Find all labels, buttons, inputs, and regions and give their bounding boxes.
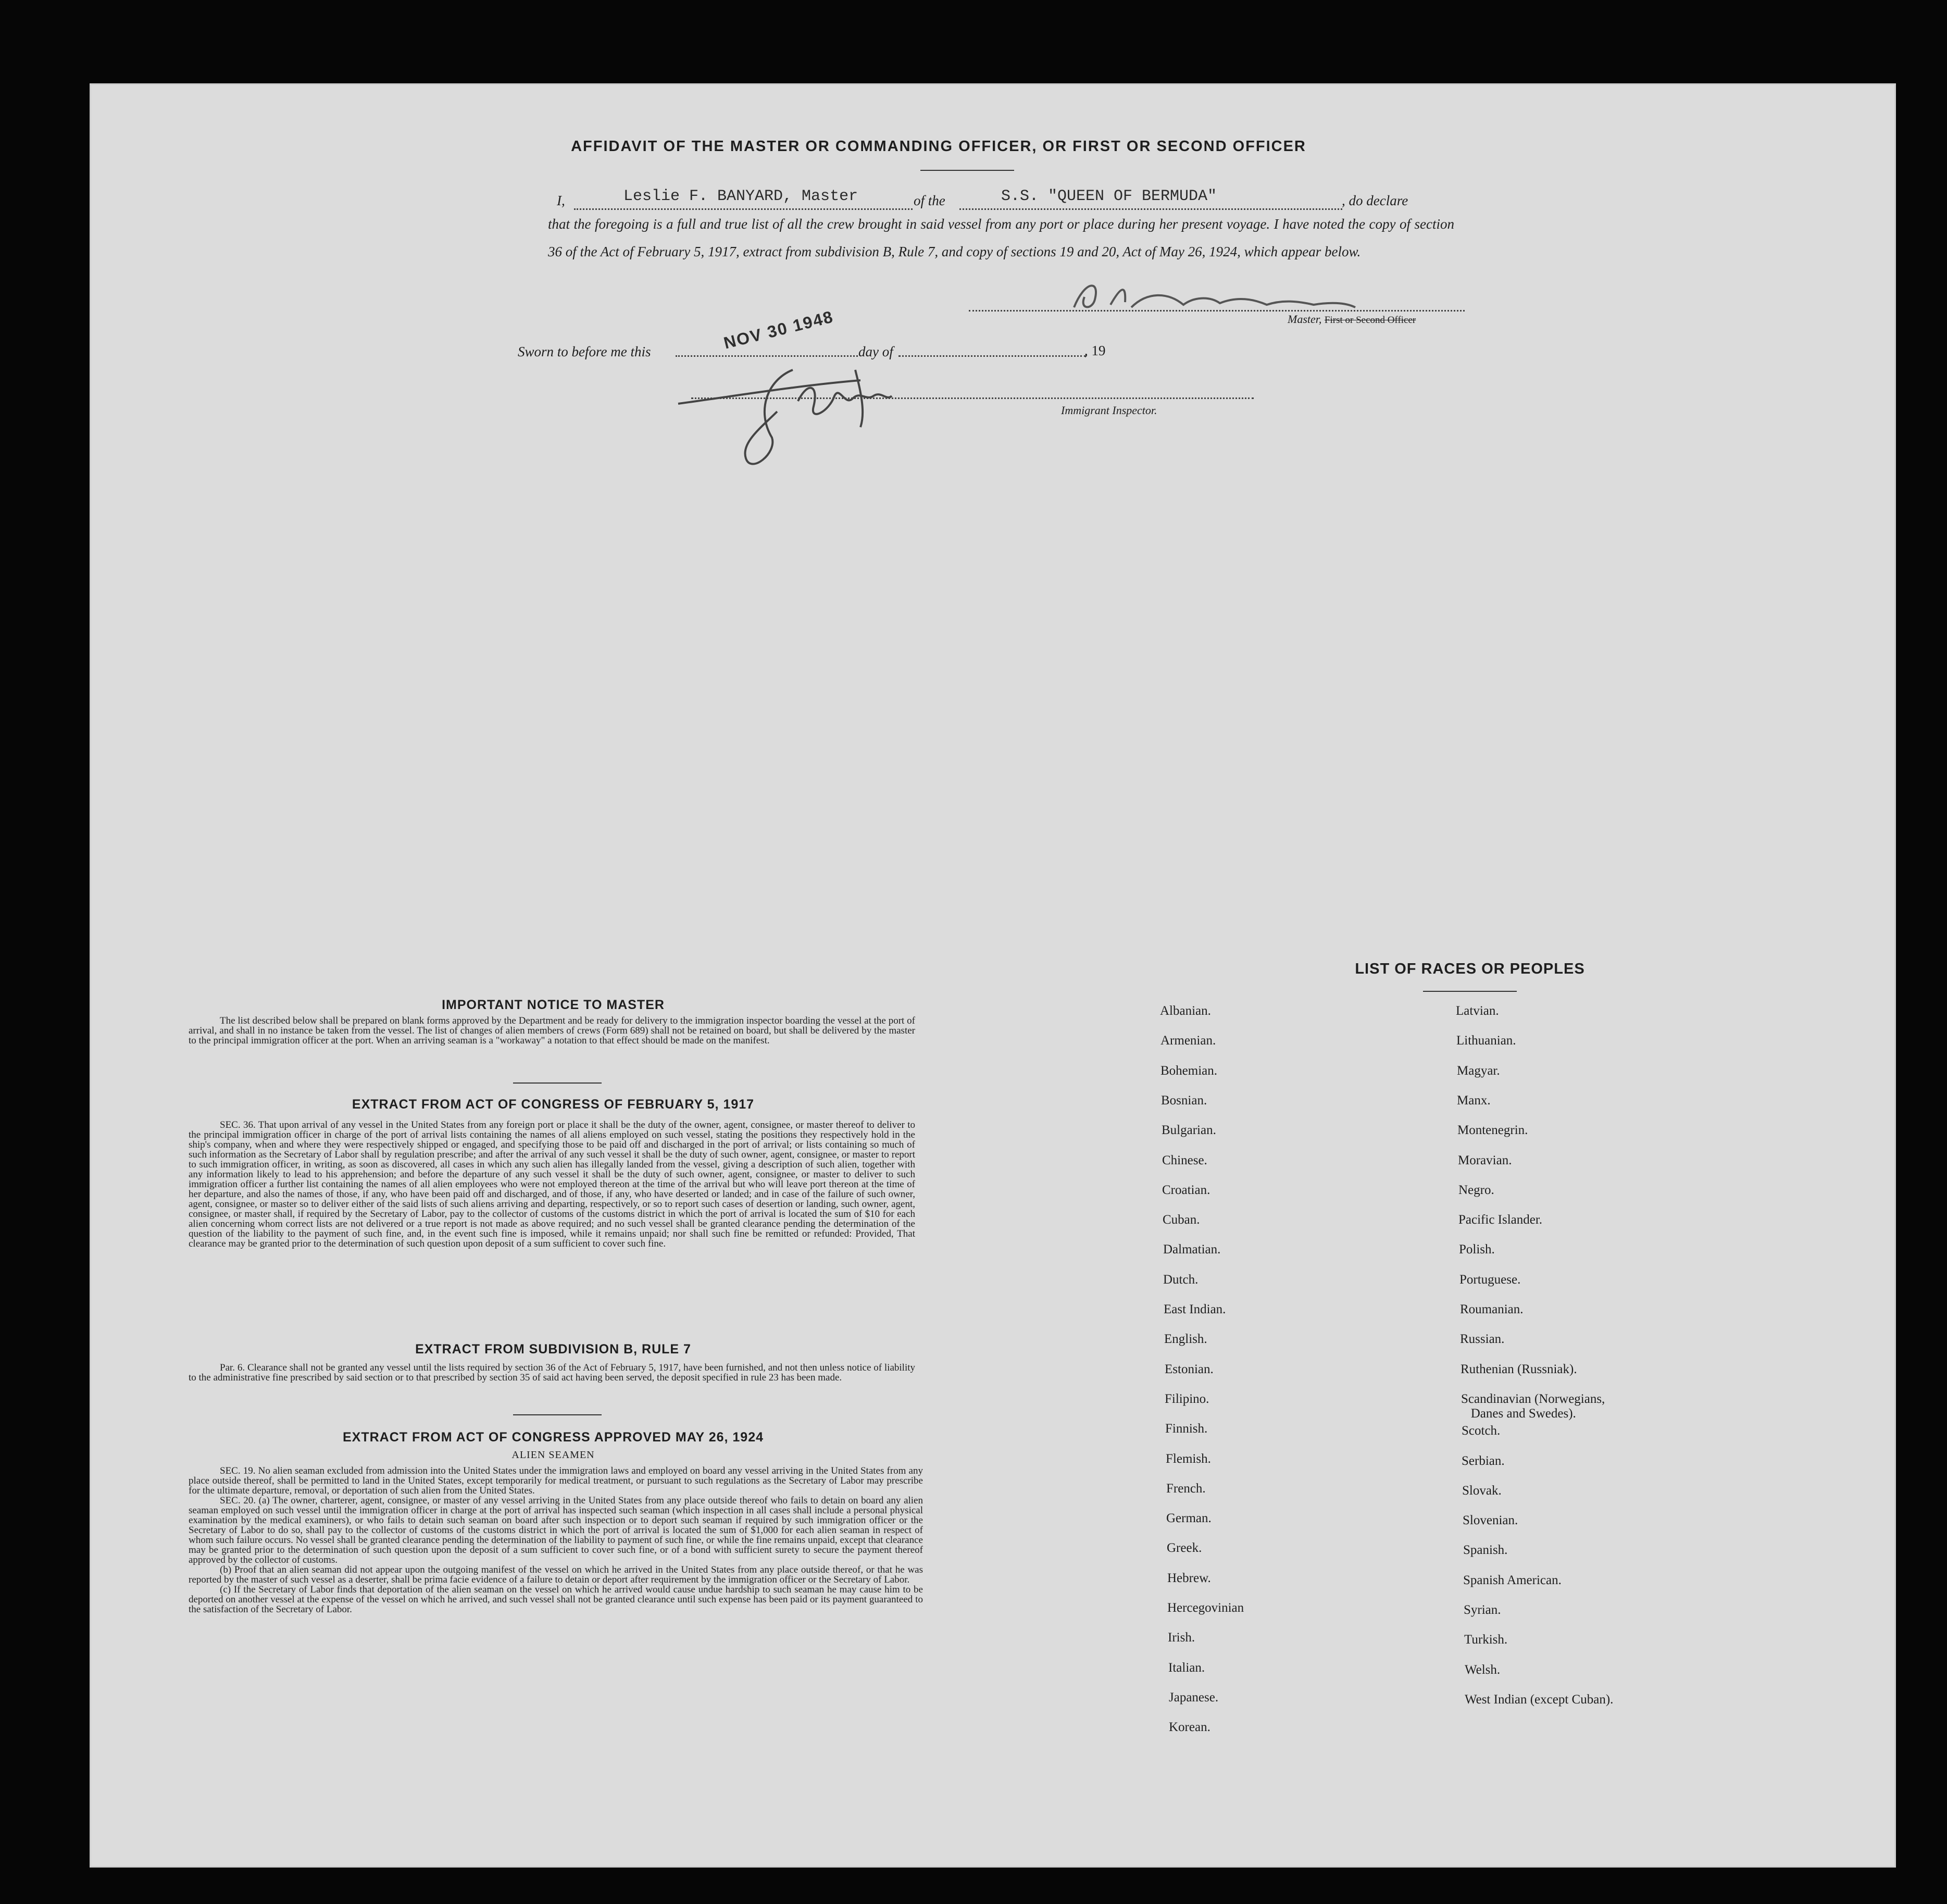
races-heading: LIST OF RACES OR PEOPLES	[1355, 961, 1585, 977]
race-item-left: Armenian.	[1160, 1034, 1216, 1048]
sworn-label: Sworn to before me this	[518, 344, 651, 359]
affidavit-heading: AFFIDAVIT OF THE MASTER OR COMMANDING OFFICER, OR FIRST OR SECOND OFFICER	[571, 138, 1306, 155]
race-item-left: Korean.	[1169, 1720, 1210, 1734]
master-name: Leslie F. BANYARD, Master	[623, 188, 858, 205]
race-item-right: Turkish.	[1464, 1633, 1508, 1647]
sec20c-text: (c) If the Secretary of Labor finds that deportation of the alien seaman on the vessel on which he arrived would cause undue hardship to such seaman he may cause him to be deported on another vessel at the expense of the vessel on which he arrived, and such vessel shall not be granted clearance until such expense has been paid or its payment guaranteed to the satisfaction of the Secretary of Labor.	[189, 1584, 923, 1615]
sec19-text: SEC. 19. No alien seaman excluded from admission into the United States under the immigration laws and employed on board any vessel arriving in the United States from any place outside thereof, shall be permitted to land in the United States, except temporarily for medical treatment, or pursuant to such regulations as the Secretary of Labor may prescribe for the ultimate departure, removal, or deportation of such alien from the United States.	[189, 1465, 923, 1496]
race-item-left: English.	[1164, 1332, 1207, 1346]
race-item-left: Dalmatian.	[1163, 1242, 1221, 1256]
race-item-left: East Indian.	[1164, 1302, 1226, 1316]
race-item-left: Bulgarian.	[1162, 1123, 1216, 1137]
race-item-right: Serbian.	[1462, 1454, 1505, 1468]
extract-rule7-heading: EXTRACT FROM SUBDIVISION B, RULE 7	[415, 1342, 691, 1357]
year-label: , 19	[1084, 343, 1106, 358]
race-item-left: Albanian.	[1160, 1004, 1211, 1018]
race-item-right: Moravian.	[1458, 1153, 1512, 1167]
race-item-left: Irish.	[1168, 1631, 1195, 1645]
race-item-right: Russian.	[1460, 1332, 1505, 1346]
sec20b-text: (b) Proof that an alien seaman did not appear upon the outgoing manifest of the vessel on which he arrived in the United States from any place outside thereof, or that he was reported by the master of such vessel as a deserter, shall be prima facie evidence of a failure to detain or deport after requirement by the immigration officer or the Secretary of Labor.	[189, 1564, 923, 1585]
heading-rule	[920, 170, 1014, 171]
race-item-right: Pacific Islander.	[1458, 1213, 1543, 1227]
race-item-right: Slovak.	[1462, 1484, 1502, 1498]
race-item-right: West Indian (except Cuban).	[1465, 1693, 1614, 1707]
race-item-right: Negro.	[1458, 1183, 1494, 1197]
declare-label: , do declare	[1342, 193, 1408, 208]
of-the-label: of the	[914, 193, 945, 208]
inspector-signature-line	[691, 397, 1254, 399]
race-item-right: Syrian.	[1464, 1603, 1501, 1617]
extract-rule7-text: Par. 6. Clearance shall not be granted any vessel until the lists required by section 36 of the Act of February 5, 1917, have been furnished, and not then unless notice of liability to the administrative fine prescribed by said section or to that prescribed by section 35 of said act having been served, the deposit specified in rule 23 has been made.	[189, 1362, 915, 1383]
extract-1924-subheading: ALIEN SEAMEN	[511, 1449, 595, 1461]
extract-1924-heading: EXTRACT FROM ACT OF CONGRESS APPROVED MAY 26, 1924	[342, 1430, 764, 1445]
master-title	[1288, 313, 1416, 326]
race-item-left: Hebrew.	[1167, 1571, 1211, 1585]
inspector-label: Immigrant Inspector.	[1061, 404, 1157, 417]
sec20a-text: SEC. 20. (a) The owner, charterer, agent, consignee, or master of any vessel arriving in the United States from any place outside thereof who fails to detain on board any alien seaman employed on such vessel until the immigration officer in charge at the port of arrival has inspected such seaman (which inspection in all cases shall include a personal physical examination by the medical examiners), or who fails to detain such seaman on board after such inspection or to deport such seaman if required by such immigration officer or the Secretary of Labor to do so, shall pay to the collector of customs of the customs district in which the port of arrival is located the sum of $1,000 for each alien seaman in respect of whom such failure occurs. No vessel shall be granted clearance pending the determination of the liability to payment of such fine, or while the fine remains unpaid, except that clearance may be granted prior to the determination of such question upon the deposit of a sum sufficient to cover such fine, or of a bond with sufficient surety to secure the payment thereof approved by the collector of customs.	[189, 1495, 923, 1565]
race-item-right: Roumanian.	[1460, 1302, 1524, 1316]
pronoun: I,	[557, 193, 565, 208]
race-item-right: Spanish.	[1463, 1543, 1508, 1557]
race-item-left: Bohemian.	[1160, 1064, 1218, 1078]
race-item-right: Spanish American.	[1463, 1573, 1562, 1587]
race-item-right: Portuguese.	[1459, 1273, 1521, 1287]
race-item-right: Manx.	[1457, 1093, 1491, 1107]
master-label: Master,	[1288, 313, 1322, 326]
race-item-right: Slovenian.	[1463, 1513, 1518, 1527]
notice-heading: IMPORTANT NOTICE TO MASTER	[442, 998, 665, 1012]
race-item-right: Scandinavian (Norwegians, Danes and Swedes).	[1461, 1392, 1605, 1421]
race-item-left: Greek.	[1167, 1541, 1202, 1555]
race-item-right: Magyar.	[1457, 1064, 1500, 1078]
race-item-left: Japanese.	[1169, 1690, 1219, 1704]
extract-1917-text: SEC. 36. That upon arrival of any vessel in the United States from any foreign port or place it shall be the duty of the owner, agent, consignee, or master thereof to deliver to the principal immigration officer in charge of the port of arrival lists containing the names of all aliens employed on such vessel, stating the positions they respectively hold in the ship's company, when and where they were respectively shipped or engaged, and specifying those to be paid off and discharged in the port of arrival; or lists containing so much of such information as the Secretary of Labor shall by regulation prescribe; and after the arrival of any such vessel it shall be the duty of such owner, agent, consignee, or master to report to such immigration officer, in writing, as soon as discovered, all cases in which any such alien has illegally landed from the vessel, giving a description of such alien, together with any information likely to lead to his apprehension; and before the departure of any such vessel it shall be the duty of such owner, agent, consignee, or master to deliver to such immigration officer a further list containing the names of all alien employees who were not employed thereon at the time of the arrival but who will leave port thereon at the time of her departure, and also the names of those, if any, who have been paid off and discharged, and of those, if any, who have deserted or landed; and in case of the failure of such owner, agent, consignee, or master so to deliver either of the said lists of such aliens arriving and departing, respectively, or so to report such cases of desertion or landing, such owner, agent, consignee, or master shall, if required by the Secretary of Labor, pay to the collector of customs of the customs district in which the port of arrival is located the sum of $10 for each alien concerning whom correct lists are not delivered or a true report is not made as above required; and no such vessel shall be granted clearance pending the determination of the question of the liability to the payment of such fine, and, in the event such fine is imposed, while it remains unpaid; nor shall such fine be remitted or refunded: Provided, That clearance may be granted prior to the determination of such question upon deposit of a sum sufficient to cover such fine.	[189, 1119, 915, 1249]
race-item-left: French.	[1166, 1482, 1206, 1496]
affidavit-block	[475, 188, 1465, 266]
race-item-left: Italian.	[1168, 1661, 1205, 1675]
name-line	[574, 208, 913, 210]
race-item-right: Latvian.	[1456, 1004, 1499, 1018]
extract-1917-heading: EXTRACT FROM ACT OF CONGRESS OF FEBRUARY 5, 1917	[352, 1097, 755, 1112]
notice-text: The list described below shall be prepared on blank forms approved by the Department and be ready for delivery to the immigration inspector boarding the vessel at the port of arrival, and shall in no instance be taken from the vessel. The list of changes of alien members of crews (Form 689) shall not be retained on board, but shall be delivered by the master to the principal immigration officer at the port. When an arriving seaman is a "workaway" a notation to that effect should be made on the manifest.	[189, 1015, 915, 1046]
section-rule	[513, 1414, 602, 1415]
race-item-left: Flemish.	[1166, 1452, 1211, 1466]
race-item-left: German.	[1166, 1511, 1212, 1525]
vessel-name: S.S. "QUEEN OF BERMUDA"	[1001, 188, 1217, 205]
race-item-right: Montenegrin.	[1457, 1123, 1528, 1137]
race-item-left: Filipino.	[1165, 1392, 1209, 1406]
race-item-left: Finnish.	[1165, 1422, 1208, 1436]
race-item-left: Chinese.	[1162, 1153, 1207, 1167]
race-item-right: Polish.	[1459, 1242, 1495, 1256]
race-item-right: Ruthenian (Russniak).	[1461, 1362, 1577, 1376]
race-item-left: Estonian.	[1165, 1362, 1214, 1376]
vessel-line	[959, 208, 1342, 210]
day-of-label: day of	[858, 344, 893, 359]
section-rule	[513, 1082, 602, 1084]
inspector-signature	[673, 349, 965, 484]
date-stamp: NOV 30 1948	[721, 307, 835, 353]
race-item-right: Lithuanian.	[1456, 1034, 1516, 1048]
race-item-left: Dutch.	[1163, 1273, 1199, 1287]
master-signature	[1064, 276, 1387, 318]
race-item-right: Scotch.	[1462, 1424, 1501, 1438]
race-item-left: Croatian.	[1162, 1183, 1210, 1197]
struck-officer: First or Second Officer	[1324, 315, 1416, 326]
race-item-left: Bosnian.	[1161, 1093, 1207, 1107]
race-item-left: Cuban.	[1163, 1213, 1200, 1227]
race-item-left: Hercegovinian	[1167, 1601, 1244, 1615]
affidavit-body: that the foregoing is a full and true list of all the crew brought in said vessel from any port or place during her present voyage. I have noted the copy of section 36 of the Act of February 5, 1917, extract from subdivision B, Rule 7, and copy of sections 19 and 20, Act of May 26, 1924, which appear below.	[548, 216, 1454, 259]
document-page	[90, 83, 1896, 1868]
race-item-right: Welsh.	[1465, 1663, 1501, 1677]
races-heading-rule	[1423, 991, 1517, 992]
extract-1924-block	[189, 1466, 923, 1614]
